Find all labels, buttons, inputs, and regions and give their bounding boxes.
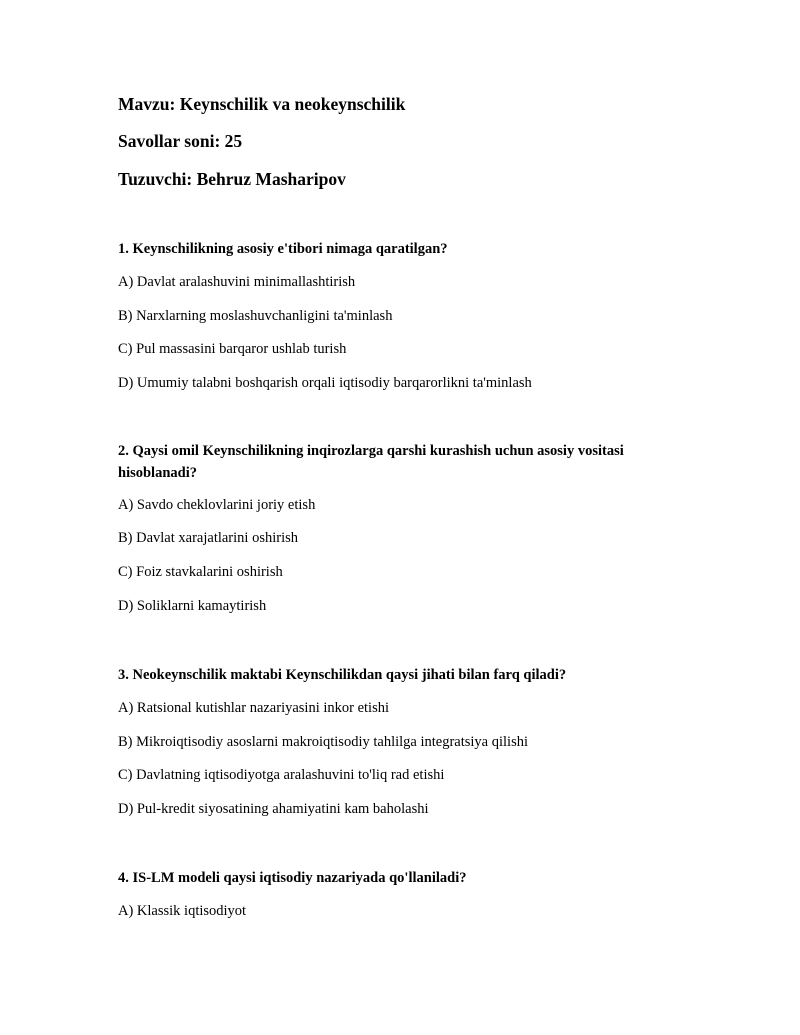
question-2-option-b: B) Davlat xarajatlarini oshirish xyxy=(118,530,298,546)
question-2-option-c: C) Foiz stavkalarini oshirish xyxy=(118,564,283,580)
question-3-text: 3. Neokeynschilik maktabi Keynschilikdan qaysi jihati bilan farq qiladi? xyxy=(118,667,567,683)
question-3-option-a: A) Ratsional kutishlar nazariyasini inkor etishi xyxy=(118,700,390,716)
question-1-option-d: D) Umumiy talabni boshqarish orqali iqtisodiy barqarorlikni ta'minlash xyxy=(118,375,532,391)
question-3-option-c: C) Davlatning iqtisodiyotga aralashuvini to'liq rad etishi xyxy=(118,767,445,783)
question-2-text: 2. Qaysi omil Keynschilikning inqirozlarga qarshi kurashish uchun asosiy vositasi hisoblanadi? xyxy=(118,443,624,481)
question-1-option-b: B) Narxlarning moslashuvchanligini ta'minlash xyxy=(118,308,393,324)
question-3-option-d: D) Pul-kredit siyosatining ahamiyatini kam baholashi xyxy=(118,801,429,817)
question-1-option-c: C) Pul massasini barqaror ushlab turish xyxy=(118,341,347,357)
question-4-option-a: A) Klassik iqtisodiyot xyxy=(118,903,247,919)
author-line: Tuzuvchi: Behruz Masharipov xyxy=(118,169,346,189)
question-2-option-d: D) Soliklarni kamaytirish xyxy=(118,598,267,614)
question-1-option-a: A) Davlat aralashuvini minimallashtirish xyxy=(118,274,356,290)
question-2-option-a: A) Savdo cheklovlarini joriy etish xyxy=(118,497,316,513)
question-4-text: 4. IS-LM modeli qaysi iqtisodiy nazariyada qo'llaniladi? xyxy=(118,870,467,886)
topic-heading: Mavzu: Keynschilik va neokeynschilik xyxy=(118,94,406,114)
question-count: Savollar soni: 25 xyxy=(118,131,243,151)
question-3-option-b: B) Mikroiqtisodiy asoslarni makroiqtisodiy tahlilga integratsiya qilishi xyxy=(118,734,528,750)
question-1-text: 1. Keynschilikning asosiy e'tibori nimaga qaratilgan? xyxy=(118,241,448,257)
